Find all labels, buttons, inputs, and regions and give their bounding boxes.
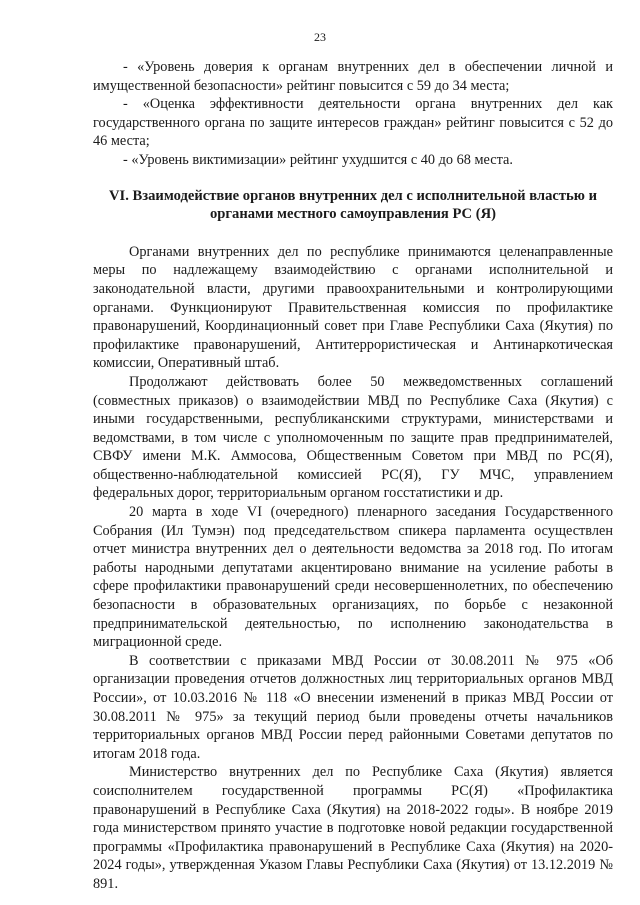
- bullet-item: - «Оценка эффективности деятельности органа внутренних дел как государственного органа по защите интересов граждан» рейтинг повысится с 52 до 46 места;: [93, 96, 613, 150]
- paragraph: Органами внутренних дел по республике принимаются целенаправленные меры по надлежащему взаимодействию с органами исполнительной и законодательной власти, другими правоохранительными и контролирующими органами. Функционируют Правительственная комиссия по профилактике правонарушений, Координационный совет при Главе Республики Саха (Якутия) по профилактике правонарушений, Антитеррористическая и Антинаркотическая комиссии, Оперативный штаб.: [93, 243, 613, 372]
- bullet-item: - «Уровень доверия к органам внутренних дел в обеспечении личной и имущественной безопасности» рейтинг повысится с 59 до 34 места;: [93, 59, 613, 94]
- bullet-item: - «Уровень виктимизации» рейтинг ухудшится с 40 до 68 места.: [123, 151, 513, 168]
- paragraph: 20 марта в ходе VI (очередного) пленарного заседания Государственного Собрания (Ил Тумэн) под председательством спикера парламента осуществлен отчет министра внутренних дел о деятельности ведомства за 2018 год. По итогам работы народными депутатами акцентировано внимание на усиление работы в сфере профилактики правонарушений среди несовершеннолетних, по обеспечению безопасности в образовательных организациях, по борьбе с незаконной предпринимательской деятельностью, по исполнению законодательства в миграционной среде.: [93, 504, 613, 651]
- paragraph: Министерство внутренних дел по Республике Саха (Якутия) является соисполнителем государственной программы РС(Я) «Профилактика правонарушений в Республике Саха (Якутия) на 2018-2022 годы». В ноябре 2019 года министерством принято участие в подготовке новой редакции государственной программы «Профилактика правонарушений в Республике Саха (Якутия) на 2020-2024 годы», утвержденная Указом Главы Республики Саха (Якутия) от 13.12.2019 № 891.: [93, 764, 613, 892]
- section-heading: VI. Взаимодействие органов внутренних дел с исполнительной властью и органами местного самоуправления РС (Я): [109, 187, 597, 223]
- page-number: 23: [314, 30, 326, 44]
- paragraph: Продолжают действовать более 50 межведомственных соглашений (совместных приказов) о взаимодействии МВД по Республике Саха (Якутия) с иными государственными, республиканскими структурами, министерствами и ведомствами, в том числе с уполномоченным по защите прав предпринимателей, СВФУ имени М.К. Аммосова, Общественным Советом при МВД по РС(Я), общественно-наблюдательной комиссией РС(Я), ГУ МЧС, управлением федеральных дорог, территориальным органом госстатистики и др.: [93, 373, 613, 502]
- paragraph: В соответствии с приказами МВД России от 30.08.2011 № 975 «Об организации проведения отчетов должностных лиц территориальных органов МВД России», от 10.03.2016 № 118 «О внесении изменений в приказ МВД России от 30.08.2011 № 975» за текущий период были проведены отчеты начальников территориальных органов МВД России перед районными Советами депутатов по итогам 2018 года.: [93, 652, 613, 762]
- document-body: [93, 58, 613, 894]
